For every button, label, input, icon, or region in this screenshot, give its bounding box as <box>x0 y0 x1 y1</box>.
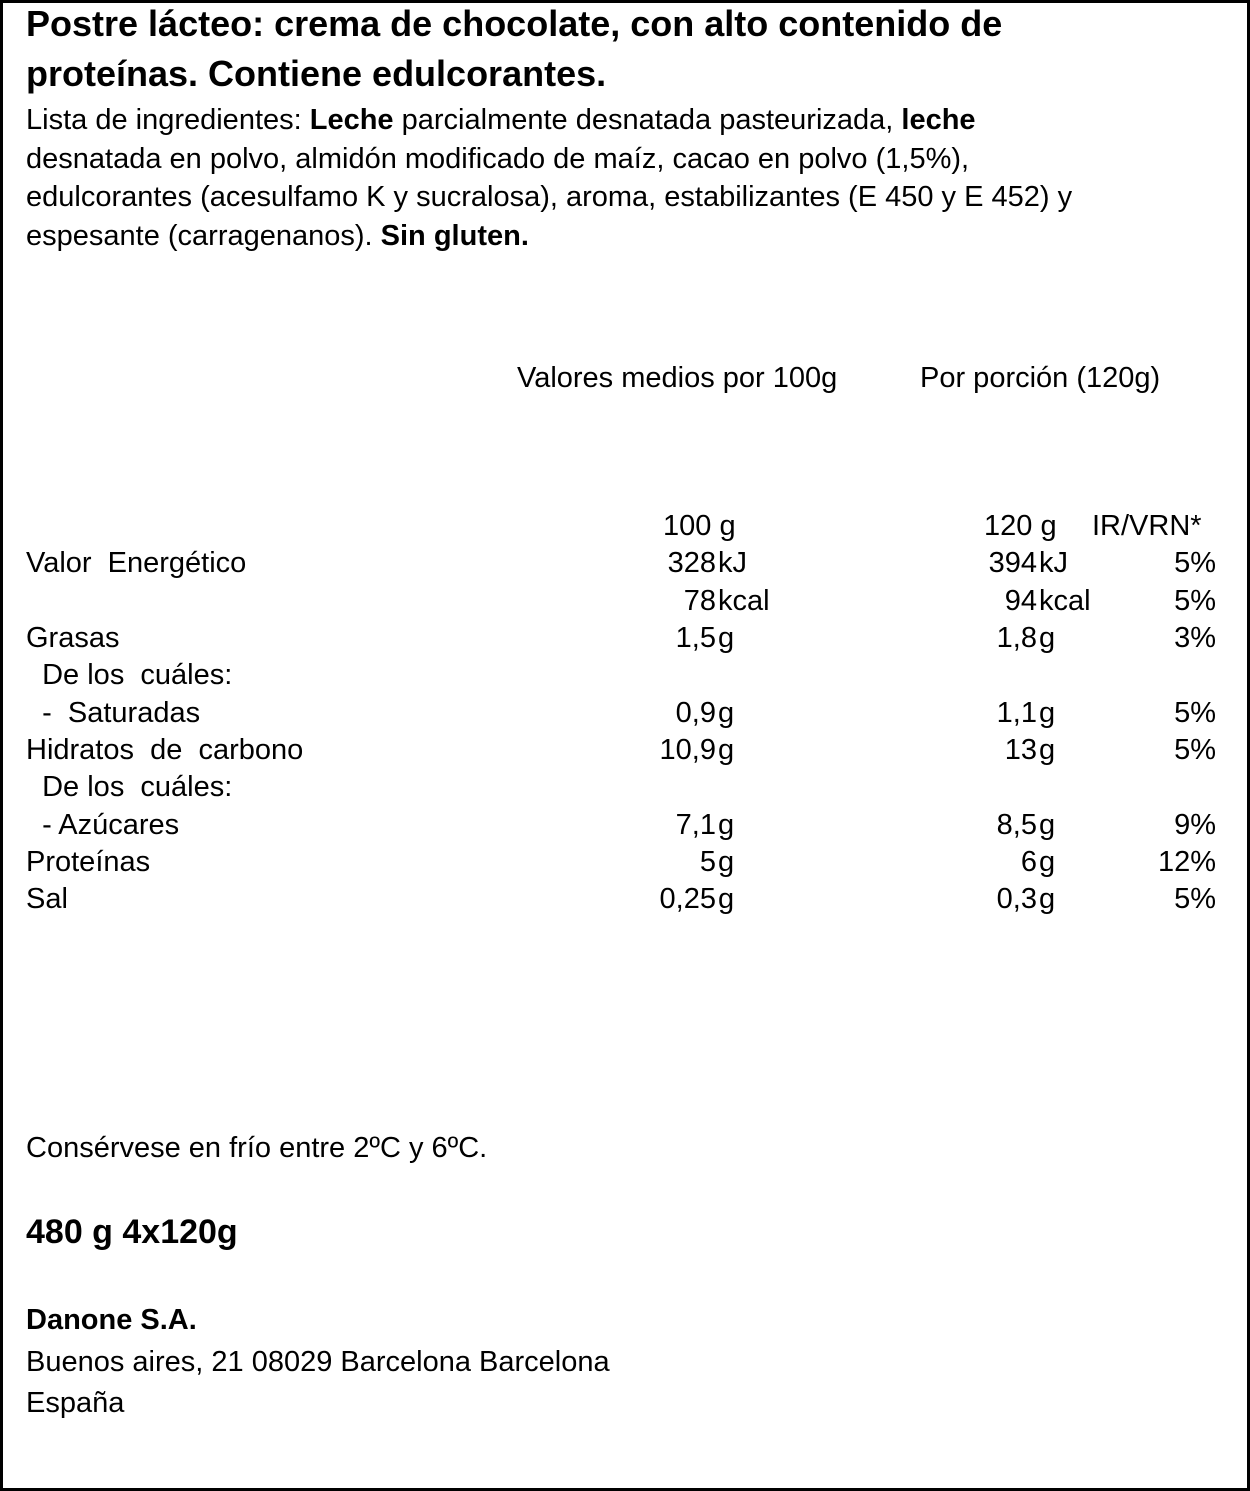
unit-per-120g: g <box>1039 846 1056 878</box>
value-per-120g: 8,5 <box>996 809 1037 841</box>
ir-vrn-percent: 9% <box>1174 809 1216 841</box>
ir-vrn-percent: 5% <box>1174 585 1216 617</box>
company-address: Buenos aires, 21 08029 Barcelona Barcelona <box>26 1346 610 1378</box>
unit-per-100g: kcal <box>718 585 770 617</box>
heading-per-portion: Por porción (120g) <box>920 362 1161 394</box>
ingredients-text-4: espesante (carragenanos). <box>26 219 381 252</box>
ir-vrn-percent: 5% <box>1174 547 1216 579</box>
product-title-line1: Postre lácteo: crema de chocolate, con alto contenido de <box>26 3 1003 44</box>
unit-per-120g: g <box>1039 883 1056 915</box>
value-per-100g: 5 <box>699 846 716 878</box>
column-header-120g: 120 g <box>984 510 1057 542</box>
unit-per-120g: kJ <box>1039 547 1068 579</box>
value-per-120g: 1,8 <box>996 622 1037 654</box>
column-header-ir: IR/VRN* <box>1092 510 1202 542</box>
value-per-120g: 394 <box>988 547 1037 579</box>
storage-instructions: Consérvese en frío entre 2ºC y 6ºC. <box>26 1132 488 1164</box>
value-per-100g: 10,9 <box>659 734 716 766</box>
ir-vrn-percent: 3% <box>1174 622 1216 654</box>
nutrient-label: De los cuáles: <box>26 771 233 803</box>
value-per-100g: 0,25 <box>659 883 716 915</box>
nutrient-label: - Azúcares <box>26 809 180 841</box>
unit-per-100g: g <box>718 883 735 915</box>
ingredient-leche-bold: Leche <box>309 104 394 136</box>
company-name: Danone S.A. <box>26 1304 197 1336</box>
nutrient-label: De los cuáles: <box>26 659 233 691</box>
ingredients-text-3: edulcorantes (acesulfamo K y sucralosa), aroma, estabilizantes (E 450 y E 452) y <box>26 181 1073 213</box>
ir-vrn-percent: 5% <box>1174 883 1216 915</box>
nutrient-label: Proteínas <box>26 846 151 878</box>
value-per-100g: 7,1 <box>675 809 716 841</box>
nutrient-label: Grasas <box>26 622 120 654</box>
ir-vrn-percent: 5% <box>1174 734 1216 766</box>
ir-vrn-percent: 5% <box>1174 697 1216 729</box>
unit-per-100g: g <box>718 734 735 766</box>
unit-per-100g: g <box>718 622 735 654</box>
unit-per-120g: g <box>1039 622 1056 654</box>
ingredients-label: Lista de ingredientes: <box>26 104 310 136</box>
ingredients-text-1: parcialmente desnatada pasteurizada, <box>393 104 902 136</box>
value-per-120g: 0,3 <box>996 883 1037 915</box>
value-per-120g: 6 <box>1020 846 1037 878</box>
nutrient-label: Valor Energético <box>26 547 247 579</box>
unit-per-120g: g <box>1039 697 1056 729</box>
nutrient-label: Sal <box>26 883 68 915</box>
product-title-line2: proteínas. Contiene edulcorantes. <box>26 53 607 94</box>
ingredients-text-2: desnatada en polvo, almidón modificado de maíz, cacao en polvo (1,5%), <box>26 142 970 175</box>
nutrient-label: - Saturadas <box>26 697 201 729</box>
unit-per-120g: kcal <box>1039 585 1091 617</box>
unit-per-100g: kJ <box>718 547 747 579</box>
ir-vrn-percent: 12% <box>1157 846 1216 878</box>
value-per-100g: 328 <box>667 547 716 579</box>
unit-per-100g: g <box>718 846 735 878</box>
value-per-120g: 94 <box>1004 585 1037 617</box>
value-per-100g: 0,9 <box>675 697 716 729</box>
ingredient-leche2-bold: leche <box>901 104 976 136</box>
company-country: España <box>26 1387 125 1419</box>
unit-per-120g: g <box>1039 809 1056 841</box>
value-per-120g: 1,1 <box>996 697 1037 729</box>
value-per-100g: 1,5 <box>675 622 716 654</box>
value-per-120g: 13 <box>1004 734 1037 766</box>
net-weight: 480 g 4x120g <box>26 1213 238 1251</box>
ingredients-list <box>26 101 1226 255</box>
gluten-free-note: Sin gluten. <box>380 219 529 252</box>
unit-per-100g: g <box>718 697 735 729</box>
nutrient-label: Hidratos de carbono <box>26 734 304 766</box>
value-per-100g: 78 <box>683 585 716 617</box>
unit-per-100g: g <box>718 809 735 841</box>
column-header-100g: 100 g <box>663 510 736 542</box>
heading-per-100g: Valores medios por 100g <box>517 362 838 394</box>
unit-per-120g: g <box>1039 734 1056 766</box>
